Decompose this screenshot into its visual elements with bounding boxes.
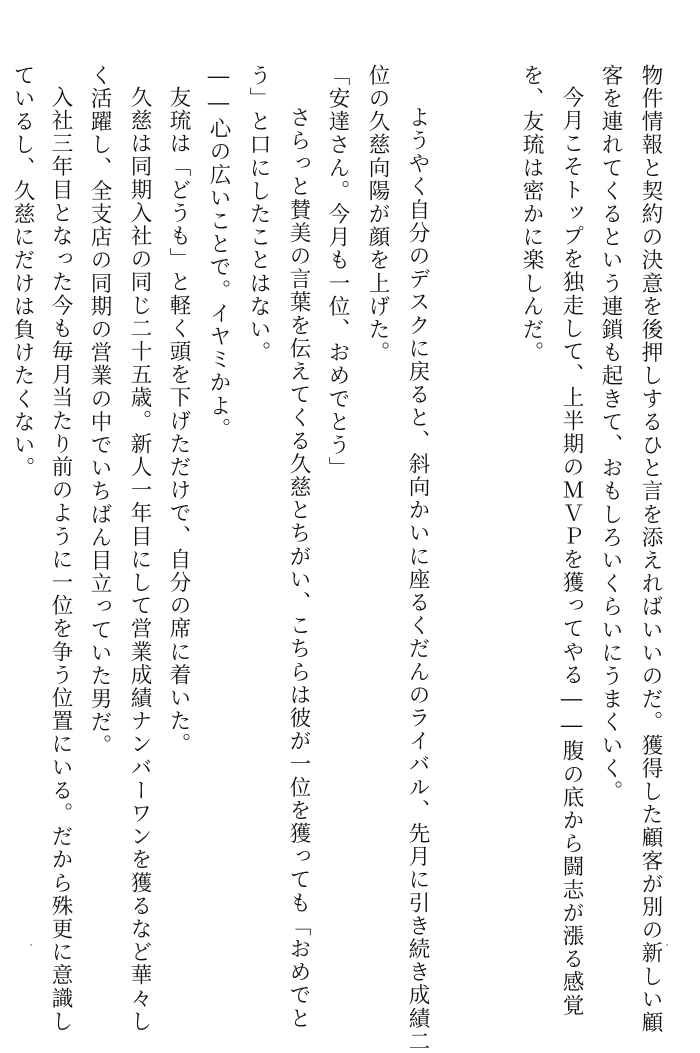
text-column: く活躍し、全支店の同期の営業の中でいちばん目立っていた男だ。 (87, 64, 112, 757)
text-column: 位の久慈向陽が顔を上げた。 (365, 64, 390, 365)
text-column: ――心の広いことで。イヤミかよ。 (206, 64, 231, 441)
text-column: ているし、久慈にだけは負けたくない。 (10, 64, 35, 480)
text-column: 入社三年目となった今も毎月当たり前のように一位を争う位置にいる。だから殊更に意識し (48, 86, 73, 1034)
text-column: を、友琉は密かに楽しんだ。 (519, 64, 544, 365)
text-column: 友琉は「どうも」と軽く頭を下げただけで、自分の席に着いた。 (166, 86, 191, 756)
text-column: 物件情報と契約の決意を後押しするひと言を添えればいいのだ。獲得した顧客が別の新しい顧 (638, 64, 663, 1035)
text-column: ようやく自分のデスクに戻ると、斜向かいに座るくだんのライバル、先月に引き続き成績二 (405, 106, 430, 1053)
text-column: さらっと賛美の言葉を伝えてくる久慈とちがい、こちらは彼が一位を獲っても「おめでと (286, 106, 311, 1030)
crop-mark (666, 944, 668, 946)
text-column: 久慈は同期入社の同じ二十五歳。新人一年目にして営業成績ナンバーワンを獲るなど華々し (127, 86, 152, 1034)
text-column: う」と口にしたことはない。 (246, 64, 271, 365)
text-column: 客を連れてくるという連鎖も起きて、おもしろいくらいにうまくいく。 (598, 64, 623, 804)
text-column: 「安達さん。今月も一位、おめでとう」 (325, 64, 350, 480)
text-column: 今月こそトップを独走して、上半期のＭＶＰを獲ってやる――腹の底から闘志が漲る感覚 (559, 86, 584, 1017)
crop-mark (30, 944, 32, 946)
